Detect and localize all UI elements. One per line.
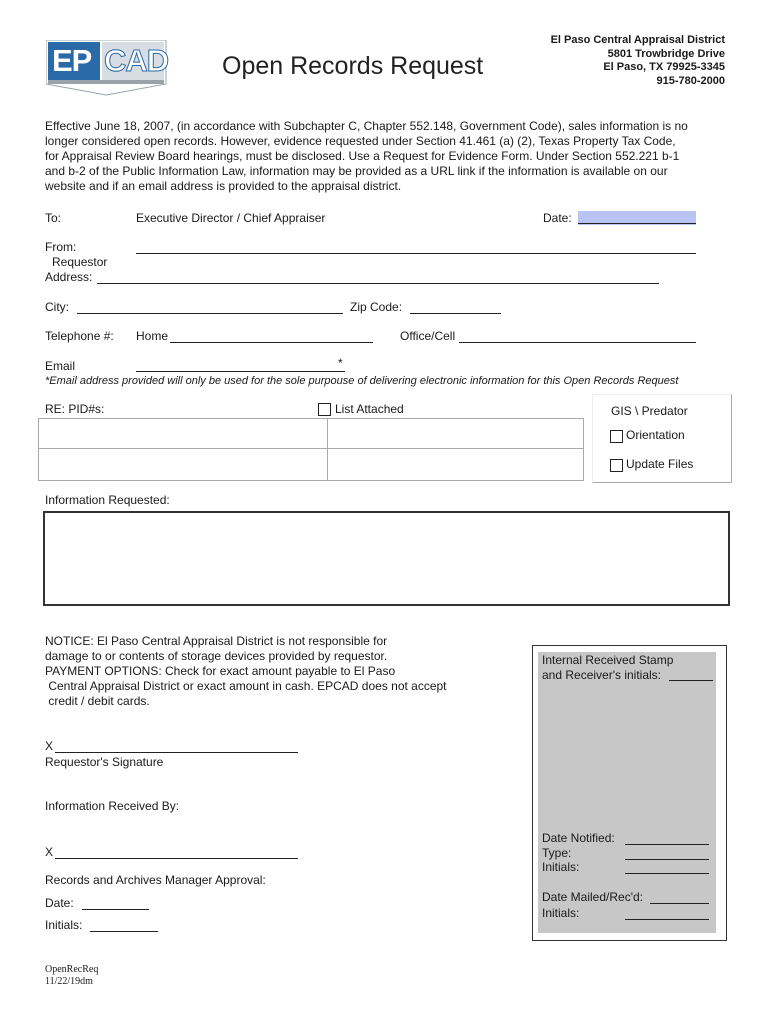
district-street: 5801 Trowbridge Drive xyxy=(607,47,725,60)
pid-cell[interactable] xyxy=(40,420,326,447)
approval-initials-field[interactable] xyxy=(90,931,158,932)
receiver-initials-field[interactable] xyxy=(669,680,713,681)
date-line xyxy=(578,223,696,224)
type-field[interactable] xyxy=(625,859,709,860)
email-note: *Email address provided will only be used for the sole purpouse of delivering electronic information for this Open Records Request xyxy=(45,375,679,387)
city-field[interactable] xyxy=(77,313,343,314)
requestor-signature-label: Requestor's Signature xyxy=(45,755,164,769)
pid-table-row-divider xyxy=(39,448,583,449)
telephone-label: Telephone #: xyxy=(45,329,114,343)
notice-line: credit / debit cards. xyxy=(45,694,150,708)
date-notified-label: Date Notified: xyxy=(542,831,615,845)
orientation-label: Orientation xyxy=(626,428,685,442)
form-code: OpenRecReq xyxy=(45,964,99,975)
approval-initials-label: Initials: xyxy=(45,918,83,932)
approval-date-field[interactable] xyxy=(82,909,149,910)
pid-cell[interactable] xyxy=(329,420,582,447)
date-mailed-label: Date Mailed/Rec'd: xyxy=(542,890,644,904)
requestor-signature-line[interactable] xyxy=(55,752,298,753)
notice-line: NOTICE: El Paso Central Appraisal District is not responsible for xyxy=(45,634,388,648)
list-attached-label: List Attached xyxy=(335,402,404,416)
footer xyxy=(45,964,98,988)
pid-table xyxy=(38,418,584,481)
date-label: Date: xyxy=(543,211,572,225)
gis-box xyxy=(592,394,732,483)
address-label: Address: xyxy=(45,270,93,284)
address-field[interactable] xyxy=(97,283,659,284)
email-star: * xyxy=(338,356,343,370)
approval-date-label: Date: xyxy=(45,896,74,910)
email-label: Email xyxy=(45,359,76,373)
page-title: Open Records Request xyxy=(222,52,484,80)
notice-line: damage to or contents of storage devices provided by requestor. xyxy=(45,649,388,663)
notice-line: Central Appraisal District or exact amount in cash. EPCAD does not accept xyxy=(45,679,447,693)
to-label: To: xyxy=(45,211,62,225)
zip-label: Zip Code: xyxy=(350,300,403,314)
to-value: Executive Director / Chief Appraiser xyxy=(136,211,326,225)
from-field[interactable] xyxy=(136,253,696,254)
info-requested-label: Information Requested: xyxy=(45,493,170,507)
stamp-initials2-field[interactable] xyxy=(625,919,709,920)
logo-ep-text: EP xyxy=(52,43,92,78)
gis-title: GIS \ Predator xyxy=(611,404,688,418)
receiver-signature-line[interactable] xyxy=(55,858,298,859)
stamp-initials-field[interactable] xyxy=(625,873,709,874)
signature-x: X xyxy=(45,739,54,753)
intro-line: for Appraisal Review Board hearings, must be disclosed. Use a Request for Evidence Form. Under Section 552.221 b-1 xyxy=(45,149,680,163)
date-mailed-field[interactable] xyxy=(650,903,709,904)
signature-x2: X xyxy=(45,845,54,859)
intro-line: longer considered open records. However, evidence requested under Section 41.461 (a) (2), Texas Property Tax Code, xyxy=(45,134,676,148)
notice-block xyxy=(45,634,447,709)
records-manager-label: Records and Archives Manager Approval: xyxy=(45,873,266,887)
update-files-label: Update Files xyxy=(626,457,694,471)
intro-line: website and if an email address is provided to the appraisal district. xyxy=(45,179,402,193)
intro-paragraph xyxy=(45,119,727,194)
district-city: El Paso, TX 79925-3345 xyxy=(603,61,725,73)
from-label: From: xyxy=(45,240,77,254)
office-label: Office/Cell xyxy=(400,329,456,343)
requestor-label: Requestor xyxy=(52,255,108,269)
intro-line: Effective June 18, 2007, (in accordance with Subchapter C, Chapter 552.148, Government Code), sales information is no xyxy=(45,119,688,133)
internal-stamp-area xyxy=(538,652,716,933)
epcad-logo xyxy=(46,40,169,84)
district-address xyxy=(551,34,725,88)
stamp-initials2-label: Initials: xyxy=(542,906,580,920)
home-phone-field[interactable] xyxy=(170,342,373,343)
pid-cell[interactable] xyxy=(40,450,326,479)
zip-field[interactable] xyxy=(410,313,501,314)
update-files-checkbox[interactable] xyxy=(610,459,623,472)
notice-line: PAYMENT OPTIONS: Check for exact amount payable to El Paso xyxy=(45,664,396,678)
home-label: Home xyxy=(136,329,169,343)
district-name: El Paso Central Appraisal District xyxy=(550,34,725,46)
stamp-title-1: Internal Received Stamp xyxy=(542,653,674,667)
office-phone-field[interactable] xyxy=(459,342,696,343)
stamp-title-2: and Receiver's initials: xyxy=(542,668,662,682)
info-received-by-label: Information Received By: xyxy=(45,799,180,813)
city-label: City: xyxy=(45,300,69,314)
district-phone: 915-780-2000 xyxy=(656,74,725,87)
re-pid-label: RE: PID#s: xyxy=(45,402,105,416)
type-label: Type: xyxy=(542,846,572,860)
date-notified-field[interactable] xyxy=(625,844,709,845)
logo-cad-text: CAD xyxy=(104,43,169,78)
pid-table-divider xyxy=(327,419,328,480)
email-field[interactable] xyxy=(136,371,345,372)
orientation-checkbox[interactable] xyxy=(610,430,623,443)
info-requested-box[interactable] xyxy=(43,511,730,606)
intro-line: and b-2 of the Public Information Law, information may be provided as a URL link if the information is available on our xyxy=(45,164,668,178)
list-attached-checkbox[interactable] xyxy=(318,403,331,416)
stamp-initials-label: Initials: xyxy=(542,860,580,874)
form-revision-date: 11/22/19dm xyxy=(45,976,93,987)
pid-cell[interactable] xyxy=(329,450,582,479)
